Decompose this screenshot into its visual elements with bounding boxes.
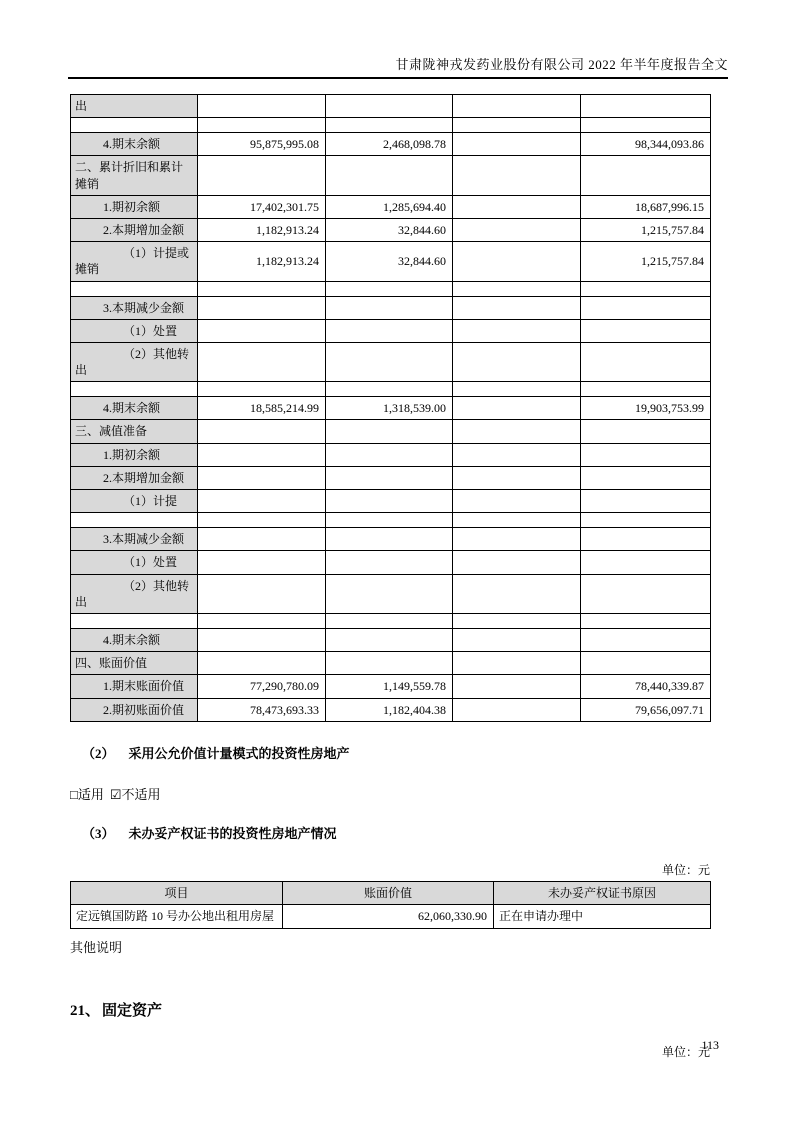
table-row [71,195,711,218]
section-title: 固定资产 [102,1003,163,1020]
value-cell [326,296,453,319]
value-cell [581,342,711,381]
section-title: 采用公允价值计量模式的投资性房地产 [128,745,350,761]
value-cell [581,613,711,628]
unit-label: 单位：元 [661,1045,710,1060]
value-cell: 78,440,339.87 [581,675,711,698]
value-cell [198,420,326,443]
section-number: （2） [82,745,115,761]
row-label-cell: 三、减值准备 [71,420,198,443]
value-cell: 1,182,913.24 [198,218,326,241]
value-cell [198,296,326,319]
value-cell [581,118,711,133]
value-cell: 17,402,301.75 [198,195,326,218]
value-cell [326,95,453,118]
table-row [71,397,711,420]
row-label-cell: （2）其他转出 [71,342,198,381]
section-title: 未办妥产权证书的投资性房地产情况 [128,825,337,841]
section-heading-no-certificate [70,823,710,842]
row-label-cell: 4.期末余额 [71,397,198,420]
table-row [71,156,711,195]
table-row [71,698,711,721]
section-number: （3） [82,825,115,841]
value-cell [198,513,326,528]
certificate-table [70,881,711,930]
value-cell [198,574,326,613]
value-cell [581,443,711,466]
value-cell [326,281,453,296]
cell-item: 定远镇国防路 10 号办公地出租用房屋 [71,905,283,929]
value-cell: 19,903,753.99 [581,397,711,420]
value-cell [198,466,326,489]
value-cell [453,528,581,551]
row-label-cell: （1）计提 [71,490,198,513]
value-cell [326,466,453,489]
value-cell [453,443,581,466]
value-cell [198,490,326,513]
unit-label: 单位：元 [661,862,710,877]
value-cell [453,195,581,218]
value-cell [581,574,711,613]
column-header-item: 项目 [71,881,283,905]
section-heading-fair-value-model [70,743,710,762]
value-cell [326,574,453,613]
value-cell [326,156,453,195]
row-label-cell: 2.期初账面价值 [71,698,198,721]
value-cell [326,319,453,342]
table-row [71,652,711,675]
value-cell: 1,215,757.84 [581,242,711,281]
applicability-line [70,784,710,803]
value-cell [198,443,326,466]
value-cell [581,551,711,574]
section-heading-fixed-assets [70,999,710,1020]
value-cell [581,296,711,319]
value-cell [198,342,326,381]
value-cell [326,490,453,513]
table-row [71,95,711,118]
table-row [71,319,711,342]
value-cell [453,652,581,675]
cell-reason: 正在申请办理中 [494,905,711,929]
value-cell [453,698,581,721]
table-row [71,133,711,156]
row-label-cell [71,382,198,397]
table-row [71,218,711,241]
row-label-cell: （2）其他转出 [71,574,198,613]
value-cell: 2,468,098.78 [326,133,453,156]
row-label-cell [71,513,198,528]
value-cell [581,528,711,551]
row-label-cell: （1）处置 [71,551,198,574]
table-row [71,296,711,319]
table-header-row [71,881,711,905]
value-cell [326,382,453,397]
value-cell [581,156,711,195]
value-cell [326,443,453,466]
value-cell: 1,285,694.40 [326,195,453,218]
report-title: 甘肃陇神戎发药业股份有限公司 2022 年半年度报告全文 [395,57,728,72]
spacer-row [71,118,711,133]
value-cell: 18,585,214.99 [198,397,326,420]
value-cell [198,281,326,296]
value-cell [453,466,581,489]
table-row [71,675,711,698]
value-cell [453,218,581,241]
column-header-reason: 未办妥产权证书原因 [494,881,711,905]
value-cell [453,613,581,628]
row-label-cell: 4.期末余额 [71,628,198,651]
value-cell [581,420,711,443]
value-cell [581,490,711,513]
value-cell [453,420,581,443]
cell-book-value: 62,060,330.90 [283,905,494,929]
value-cell [326,613,453,628]
value-cell: 18,687,996.15 [581,195,711,218]
row-label-cell: 2.本期增加金额 [71,218,198,241]
value-cell: 1,182,913.24 [198,242,326,281]
table-row [71,528,711,551]
value-cell [453,675,581,698]
value-cell [453,319,581,342]
row-label-cell: 1.期初余额 [71,195,198,218]
checkbox-applicable: □适用 [70,786,104,802]
value-cell [581,281,711,296]
spacer-row [71,613,711,628]
value-cell [581,319,711,342]
value-cell: 1,149,559.78 [326,675,453,698]
row-label-cell [71,118,198,133]
value-cell: 79,656,097.71 [581,698,711,721]
value-cell [581,652,711,675]
depreciation-amortization-table [70,94,711,722]
value-cell [198,613,326,628]
table-row [71,466,711,489]
spacer-row [71,513,711,528]
value-cell [326,513,453,528]
page-header [68,0,728,79]
spacer-row [71,382,711,397]
value-cell [326,528,453,551]
value-cell [326,551,453,574]
table-row [71,574,711,613]
value-cell [198,95,326,118]
value-cell: 1,215,757.84 [581,218,711,241]
row-label-cell: （1）计提或摊销 [71,242,198,281]
value-cell [198,156,326,195]
value-cell [453,342,581,381]
value-cell [326,118,453,133]
value-cell [581,95,711,118]
row-label-cell: 2.本期增加金额 [71,466,198,489]
row-label-cell: 3.本期减少金额 [71,296,198,319]
value-cell [326,652,453,675]
value-cell [453,95,581,118]
page-content [70,94,710,1060]
value-cell: 32,844.60 [326,218,453,241]
value-cell [198,319,326,342]
row-label-cell: 1.期末账面价值 [71,675,198,698]
value-cell [581,513,711,528]
table-row [71,905,711,929]
column-header-book-value: 账面价值 [283,881,494,905]
table-row [71,443,711,466]
row-label-cell: 四、账面价值 [71,652,198,675]
value-cell [453,551,581,574]
value-cell [453,242,581,281]
value-cell [453,628,581,651]
value-cell [326,342,453,381]
row-label-cell: 二、累计折旧和累计摊销 [71,156,198,195]
value-cell: 1,182,404.38 [326,698,453,721]
value-cell: 77,290,780.09 [198,675,326,698]
value-cell [453,574,581,613]
depreciation-table-body [71,95,711,722]
section-number: 21、 [70,1003,101,1020]
row-label-cell: 1.期初余额 [71,443,198,466]
row-label-cell: 4.期末余额 [71,133,198,156]
spacer-row [71,281,711,296]
value-cell [453,513,581,528]
value-cell: 1,318,539.00 [326,397,453,420]
value-cell: 98,344,093.86 [581,133,711,156]
value-cell [326,420,453,443]
value-cell [581,382,711,397]
other-notes-label: 其他说明 [70,940,123,956]
value-cell: 78,473,693.33 [198,698,326,721]
value-cell [198,551,326,574]
value-cell [198,652,326,675]
row-label-cell [71,613,198,628]
value-cell: 32,844.60 [326,242,453,281]
value-cell [581,628,711,651]
table-row [71,420,711,443]
table-row [71,628,711,651]
table-row [71,242,711,281]
table-row [71,551,711,574]
value-cell [581,466,711,489]
row-label-cell: 3.本期减少金额 [71,528,198,551]
row-label-cell: 出 [71,95,198,118]
row-label-cell [71,281,198,296]
page-number: 113 [701,1038,719,1052]
value-cell [453,397,581,420]
value-cell [198,628,326,651]
value-cell [453,156,581,195]
table-row [71,342,711,381]
table-row [71,490,711,513]
row-label-cell: （1）处置 [71,319,198,342]
value-cell [453,296,581,319]
value-cell [453,281,581,296]
value-cell [198,382,326,397]
value-cell [453,490,581,513]
value-cell: 95,875,995.08 [198,133,326,156]
value-cell [326,628,453,651]
value-cell [453,118,581,133]
value-cell [198,118,326,133]
value-cell [198,528,326,551]
value-cell [453,382,581,397]
value-cell [453,133,581,156]
checkbox-not-applicable: ☑不适用 [109,786,161,802]
